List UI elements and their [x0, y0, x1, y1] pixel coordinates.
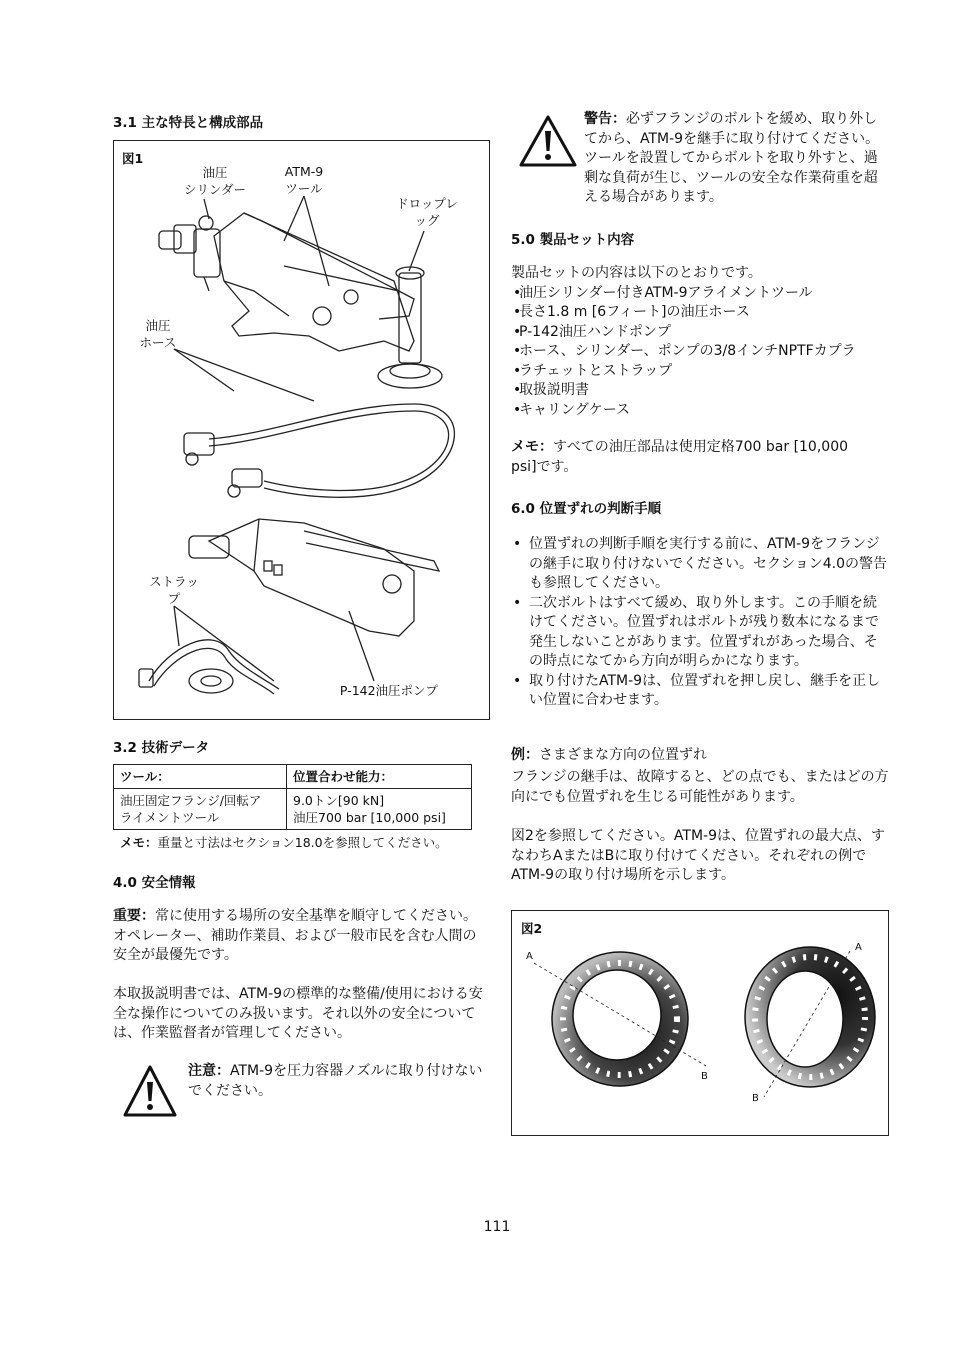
left-flange-ring [534, 952, 706, 1086]
memo-paragraph [511, 438, 871, 477]
section-4-0-title: 4.0 安全情報 [113, 875, 196, 891]
caution-text: ATM-9を圧力容器ノズルに取り付けないでください。 [188, 1063, 483, 1099]
label-atm9-tool: ATM-9 ツール [284, 164, 324, 196]
contents-item-text: ホース、シリンダー、ポンプの3/8インチNPTFカプラ [519, 343, 856, 359]
figure-2-point-b-left: B [701, 1071, 708, 1082]
spec-header-tool: ツール： [114, 765, 287, 789]
contents-item-text: キャリングケース [519, 401, 631, 418]
table-note-text: 重量と寸法はセクション18.0を参照してください。 [157, 835, 448, 850]
contents-item [511, 381, 891, 401]
contents-item [511, 284, 891, 304]
contents-item-text: 取扱説明書 [519, 382, 589, 398]
warning-text: 必ずフランジのボルトを緩め、取り外してから、ATM-9を継手に取り付けてください。ツールを設置してからボルトを取り外すと、過剰な負荷が生じ、ツールの安全な作業荷重を超える場合があります。 [584, 111, 880, 205]
manual-paragraph: 本取扱説明書では、ATM-9の標準的な整備/使用における安全な操作についてのみ扱います。それ以外の安全については、作業監督者が管理してください。 [113, 986, 483, 1041]
contents-item-text: P-142油圧ハンドポンプ [519, 323, 671, 340]
figure-2-reference-paragraph: 図2を参照してください。ATM-9は、位置ずれの最大点、すなわちAまたはBに取り付けてください。それぞれの例でATM-9の取り付け場所を示します。 [511, 828, 885, 883]
contents-item-text: 長さ1.8 m [6フィート]の油圧ホース [519, 304, 750, 320]
contents-item-text: 油圧シリンダー付きATM-9アライメントツール [519, 284, 813, 301]
procedure-step [511, 594, 889, 672]
contents-item [511, 342, 891, 362]
contents-item [511, 362, 891, 382]
contents-item-text: ラチェットとストラップ [519, 362, 673, 379]
right-flange-ring [745, 947, 875, 1097]
section-5-0-title: 5.0 製品セット内容 [511, 232, 635, 248]
strap-drawing [139, 640, 279, 694]
example-text: さまざまな方向の位置ずれ [539, 747, 707, 763]
warning-icon [518, 113, 578, 169]
important-text: 常に使用する場所の安全基準を順守してください。オペレーター、補助作業員、および一般市民を含む人間の安全が最優先です。 [113, 908, 477, 963]
procedure-step-text: 取り付けたATM-9は、位置ずれを押し戻し、継手を正しい位置に合わせます。 [529, 672, 881, 708]
page-number: 111 [483, 1219, 511, 1235]
section-3-1-title: 3.1 主な特長と構成部品 [113, 115, 264, 131]
label-drop-leg: ドロップレ ッグ [396, 196, 458, 228]
spec-table [113, 764, 472, 830]
spec-cell-capacity: 9.0トン[90 kN] 油圧700 bar [10,000 psi] [287, 789, 472, 830]
caution-paragraph [188, 1062, 490, 1101]
figure-2 [511, 910, 889, 1136]
memo-label: メモ： [511, 439, 553, 455]
figure-1-illustration [114, 141, 489, 719]
important-paragraph [113, 907, 490, 966]
procedure-step-text: 位置ずれの判断手順を実行する前に、ATM-9をフランジの継手に取り付けないでください。セクション4.0の警告も参照してください。 [529, 536, 887, 591]
section-6-0-title: 6.0 位置ずれの判断手順 [511, 501, 662, 517]
table-note-label: メモ： [120, 835, 158, 850]
figure-2-point-b-right: B [752, 1093, 759, 1104]
label-hydraulic-cylinder: 油圧 シリンダー [183, 165, 246, 197]
misalignment-paragraph: フランジの継手は、故障すると、どの点でも、またはどの方向にでも位置ずれを生じる可能性があります。 [511, 769, 889, 805]
figure-2-label: 図2 [521, 921, 543, 936]
example-label: 例： [511, 747, 539, 763]
spec-header-capacity: 位置合わせ能力： [287, 765, 472, 789]
caution-label: 注意： [188, 1063, 230, 1079]
procedure-step [511, 535, 889, 594]
spec-cell-tool: 油圧固定フランジ/回転ア ライメントツール [114, 789, 287, 830]
caution-warning-icon [122, 1063, 178, 1119]
contents-block [511, 264, 891, 420]
p142-pump-drawing [189, 519, 439, 636]
figure-2-flanges [512, 911, 888, 1135]
label-strap: ストラッ プ [149, 574, 199, 606]
contents-item [511, 323, 891, 343]
figure-2-point-a-left: A [526, 951, 533, 962]
figure-2-point-a-right: A [855, 942, 862, 953]
label-hydraulic-hose: 油圧 ホース [139, 318, 177, 350]
contents-item [511, 303, 891, 323]
contents-item [511, 401, 891, 421]
hydraulic-hose-drawing [184, 404, 454, 497]
memo-text: すべての油圧部品は使用定格700 bar [10,000 psi]です。 [511, 439, 849, 475]
figure-1 [113, 140, 490, 720]
figure-1-label: 図1 [122, 151, 144, 166]
important-label: 重要： [113, 908, 155, 924]
procedure-step-text: 二次ボルトはすべて緩め、取り外します。この手順を続けてください。位置ずれはボルトが残り数本になるまで発生しないことがあります。位置ずれがあった場合、その時点になてから方向が明らかになります。 [529, 594, 879, 669]
procedure-step [511, 672, 889, 711]
warning-label: 警告： [584, 111, 626, 127]
section-3-2-title: 3.2 技術データ [113, 740, 210, 756]
procedure-list [511, 535, 889, 711]
contents-intro: 製品セットの内容は以下のとおりです。 [511, 265, 762, 281]
example-line [511, 746, 889, 766]
atm9-tool-drawing [159, 213, 442, 388]
warning-paragraph [584, 110, 888, 208]
table-note [120, 833, 448, 851]
label-p142-pump: P-142油圧ポンプ [339, 683, 439, 698]
